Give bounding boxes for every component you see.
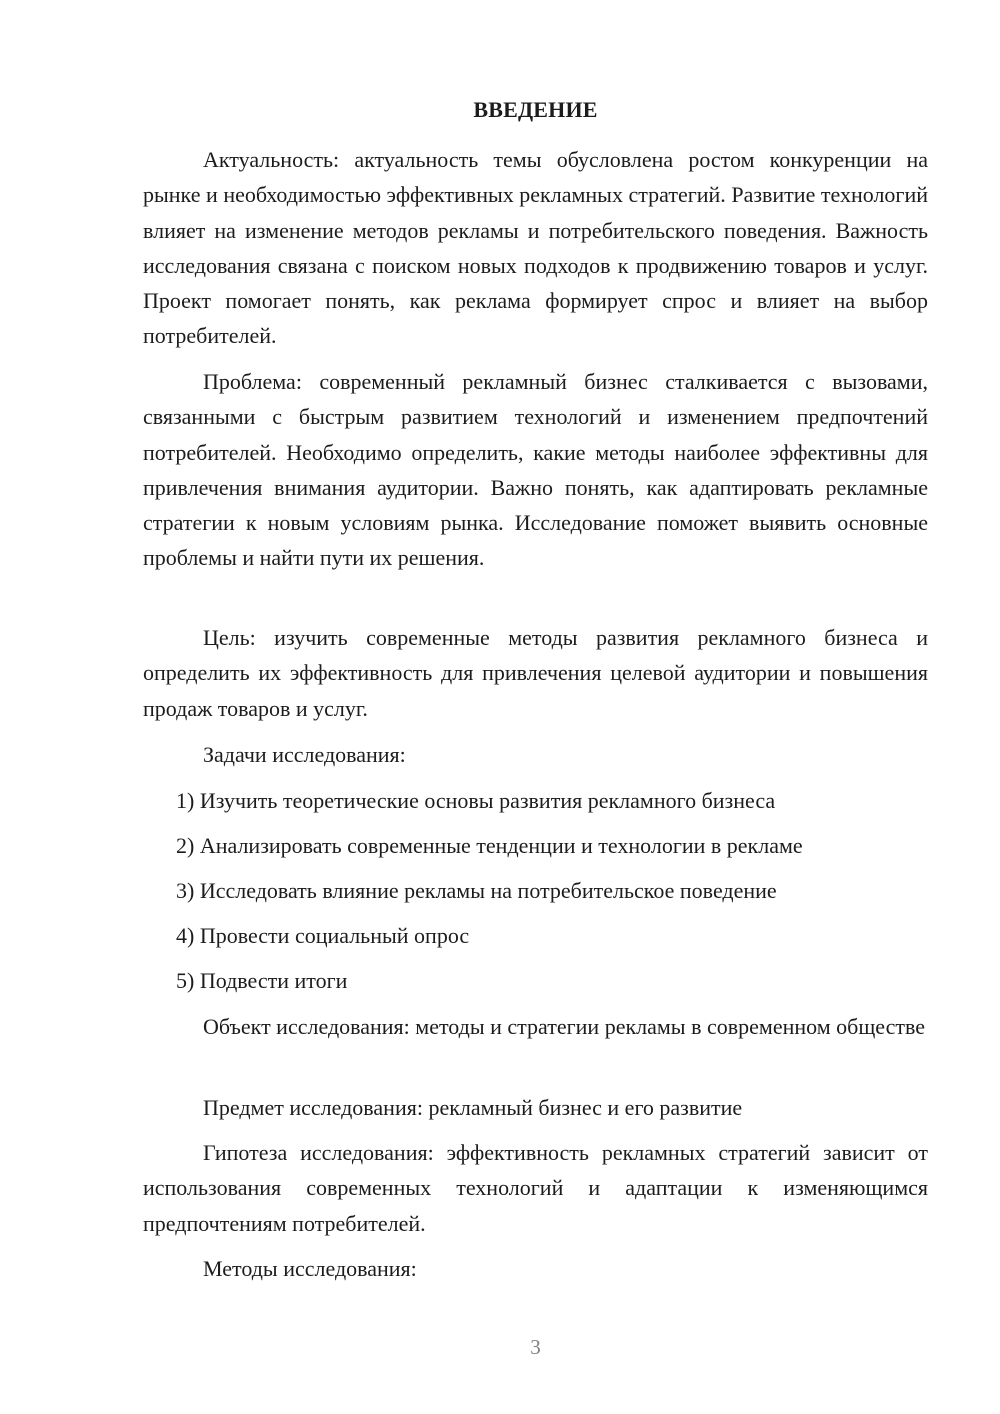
task-item-1: 1) Изучить теоретические основы развития рекламного бизнеса: [176, 788, 776, 813]
hypothesis-paragraph: Гипотеза исследования: эффективность рекламных стратегий зависит от использования современных технологий и адаптации к изменяющимся предпочтениям потребителей.: [143, 1140, 928, 1236]
tasks-heading: Задачи исследования:: [203, 742, 406, 767]
page-title: ВВЕДЕНИЕ: [473, 97, 598, 122]
task-item-4: 4) Провести социальный опрос: [176, 923, 470, 948]
document-page: [143, 0, 928, 1414]
page-number: 3: [530, 1335, 541, 1359]
goal-paragraph: Цель: изучить современные методы развития рекламного бизнеса и определить их эффективность для привлечения целевой аудитории и повышения продаж товаров и услуг.: [143, 625, 928, 721]
task-item-5: 5) Подвести итоги: [176, 968, 348, 993]
task-item-3: 3) Исследовать влияние рекламы на потребительское поведение: [176, 878, 777, 903]
subject-paragraph: Предмет исследования: рекламный бизнес и его развитие: [203, 1095, 743, 1120]
methods-heading: Методы исследования:: [203, 1256, 417, 1281]
object-paragraph: Объект исследования: методы и стратегии рекламы в современном обществе: [203, 1014, 925, 1039]
relevance-paragraph: Актуальность: актуальность темы обусловлена ростом конкуренции на рынке и необходимостью эффективных рекламных стратегий. Развитие технологий влияет на изменение методов рекламы и потребительского поведения. Важность исследования связана с поиском новых подходов к продвижению товаров и услуг. Проект помогает понять, как реклама формирует спрос и влияет на выбор потребителей.: [143, 147, 928, 349]
problem-paragraph: Проблема: современный рекламный бизнес сталкивается с вызовами, связанными с быстрым развитием технологий и изменением предпочтений потребителей. Необходимо определить, какие методы наиболее эффективны для привлечения внимания аудитории. Важно понять, как адаптировать рекламные стратегии к новым условиям рынка. Исследование поможет выявить основные проблемы и найти пути их решения.: [143, 369, 928, 571]
task-item-2: 2) Анализировать современные тенденции и технологии в рекламе: [176, 833, 803, 858]
